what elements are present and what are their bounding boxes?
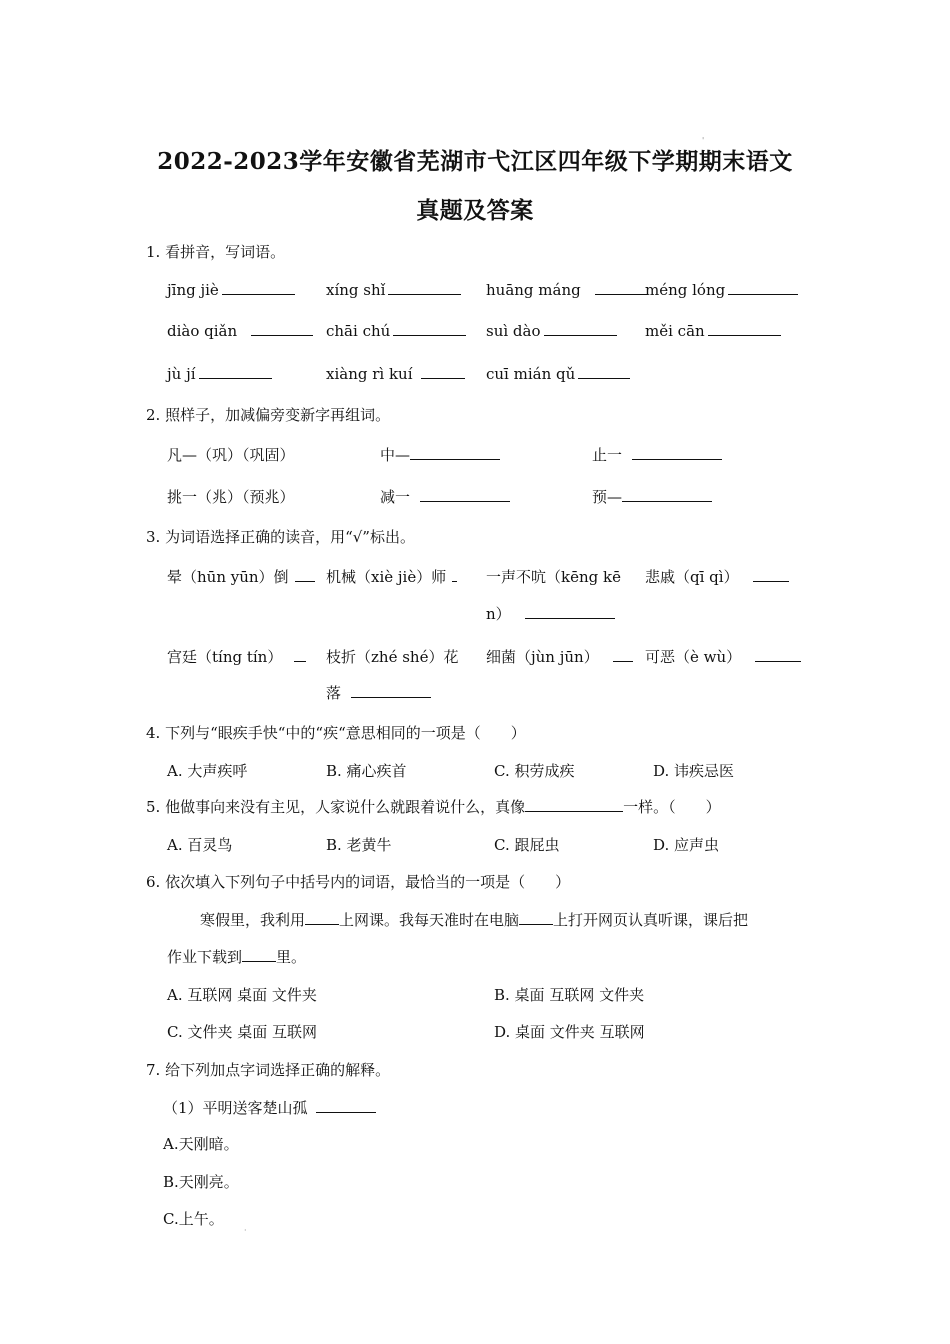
answer-blank[interactable] — [351, 685, 431, 698]
q1-item: chāi chú — [326, 322, 466, 340]
q7-option-b[interactable]: B.天刚亮。 — [163, 1173, 239, 1191]
q3-item: 悲戚（qī qì） — [645, 566, 789, 587]
q3-item: 一声不吭（kēng kē — [486, 568, 621, 586]
q6-option-a[interactable]: A. 互联网 桌面 文件夹 — [167, 986, 317, 1004]
answer-blank[interactable] — [199, 366, 272, 379]
q3-item: 可恶（è wù） — [645, 646, 801, 667]
q3-item-cont: n） — [486, 603, 615, 624]
answer-blank[interactable] — [294, 649, 306, 662]
q4-option-d[interactable]: D. 讳疾忌医 — [653, 762, 735, 780]
answer-blank[interactable] — [595, 282, 647, 295]
answer-blank[interactable] — [251, 323, 313, 336]
q2-example-1: 凡—（巩）（巩固） — [167, 446, 295, 464]
q2-item: 中— — [380, 444, 500, 465]
answer-blank[interactable] — [755, 649, 801, 662]
q4-option-c[interactable]: C. 积劳成疾 — [494, 762, 575, 780]
answer-blank[interactable] — [525, 799, 623, 812]
answer-blank[interactable] — [525, 606, 615, 619]
answer-blank[interactable] — [316, 1100, 376, 1113]
q1-item: xiàng rì kuí — [326, 365, 465, 383]
q2-item: 预— — [592, 486, 712, 507]
q7-option-c[interactable]: C.上午。 — [163, 1210, 224, 1228]
scan-mark: · — [244, 1226, 247, 1235]
answer-blank[interactable] — [708, 323, 781, 336]
q2-prompt: 2. 照样子，加减偏旁变新字再组词。 — [146, 406, 391, 424]
q1-item: méng lóng — [645, 281, 798, 299]
answer-blank[interactable] — [388, 282, 461, 295]
q7-prompt: 7. 给下列加点字词选择正确的解释。 — [146, 1061, 391, 1079]
answer-blank[interactable] — [410, 447, 500, 460]
answer-blank[interactable] — [421, 366, 465, 379]
q1-item: jīng jiè — [167, 281, 295, 299]
q3-item: 枝折（zhé shé）花 — [326, 648, 459, 666]
q5-option-b[interactable]: B. 老黄牛 — [326, 836, 392, 854]
q3-item: 机械（xiè jiè）师 — [326, 566, 457, 587]
q1-item: xíng shǐ — [326, 281, 461, 299]
q5-option-a[interactable]: A. 百灵鸟 — [167, 836, 233, 854]
q6-prompt: 6. 依次填入下列句子中括号内的词语，最恰当的一项是（ ） — [146, 873, 571, 891]
q1-prompt: 1. 看拼音，写词语。 — [146, 243, 286, 261]
answer-blank[interactable] — [242, 949, 276, 962]
answer-blank[interactable] — [222, 282, 295, 295]
doc-title-line1: 2022-2023学年安徽省芜湖市弋江区四年级下学期期末语文 — [157, 148, 793, 175]
answer-blank[interactable] — [393, 323, 466, 336]
q6-sentence-line2: 作业下载到 里。 — [167, 948, 307, 966]
q2-example-2: 挑一（兆）（预兆） — [167, 488, 295, 506]
q6-option-b[interactable]: B. 桌面 互联网 文件夹 — [494, 986, 645, 1004]
answer-blank[interactable] — [728, 282, 798, 295]
answer-blank[interactable] — [452, 569, 457, 582]
q1-item: jù jí — [167, 365, 272, 383]
answer-blank[interactable] — [295, 569, 315, 582]
q5-option-c[interactable]: C. 跟屁虫 — [494, 836, 560, 854]
q3-item: 宫廷（tíng tín） — [167, 646, 306, 667]
answer-blank[interactable] — [420, 489, 510, 502]
q4-option-b[interactable]: B. 痛心疾首 — [326, 762, 407, 780]
answer-blank[interactable] — [622, 489, 712, 502]
q1-item: měi cān — [645, 322, 781, 340]
q5-prompt: 5. 他做事向来没有主见，人家说什么就跟着说什么，真像 一样。（ ） — [146, 798, 721, 816]
answer-blank[interactable] — [305, 912, 339, 925]
q4-prompt: 4. 下列与“眼疾手快“中的“疾“意思相同的一项是（ ） — [146, 724, 526, 742]
q2-item: 减一 — [380, 486, 510, 507]
q2-item: 止一 — [592, 444, 722, 465]
q7-subquestion-1: （1）平明送客楚山孤 — [163, 1097, 376, 1118]
q3-prompt: 3. 为词语选择正确的读音，用“√”标出。 — [146, 528, 415, 546]
answer-blank[interactable] — [519, 912, 553, 925]
q6-option-d[interactable]: D. 桌面 文件夹 互联网 — [494, 1023, 645, 1041]
q6-sentence-line1: 寒假里，我利用 上网课。我每天准时在电脑 上打开网页认真听课，课后把 — [200, 911, 749, 929]
scan-mark: ' — [702, 136, 705, 145]
q7-option-a[interactable]: A.天刚暗。 — [163, 1135, 239, 1153]
answer-blank[interactable] — [613, 649, 633, 662]
answer-blank[interactable] — [544, 323, 617, 336]
q1-item: diào qiǎn — [167, 322, 313, 340]
answer-blank[interactable] — [632, 447, 722, 460]
answer-blank[interactable] — [753, 569, 789, 582]
q1-item: huāng máng — [486, 281, 647, 299]
doc-title-line2: 真题及答案 — [416, 197, 534, 224]
q3-item-cont: 落 — [326, 682, 431, 703]
q6-option-c[interactable]: C. 文件夹 桌面 互联网 — [167, 1023, 318, 1041]
q3-item: 晕（hūn yūn）倒 — [167, 566, 315, 587]
q5-option-d[interactable]: D. 应声虫 — [653, 836, 720, 854]
q3-item: 细菌（jùn jūn） — [486, 646, 633, 667]
answer-blank[interactable] — [578, 366, 630, 379]
q1-item: suì dào — [486, 322, 617, 340]
q1-item: cuī mián qǔ — [486, 365, 630, 383]
q4-option-a[interactable]: A. 大声疾呼 — [167, 762, 248, 780]
